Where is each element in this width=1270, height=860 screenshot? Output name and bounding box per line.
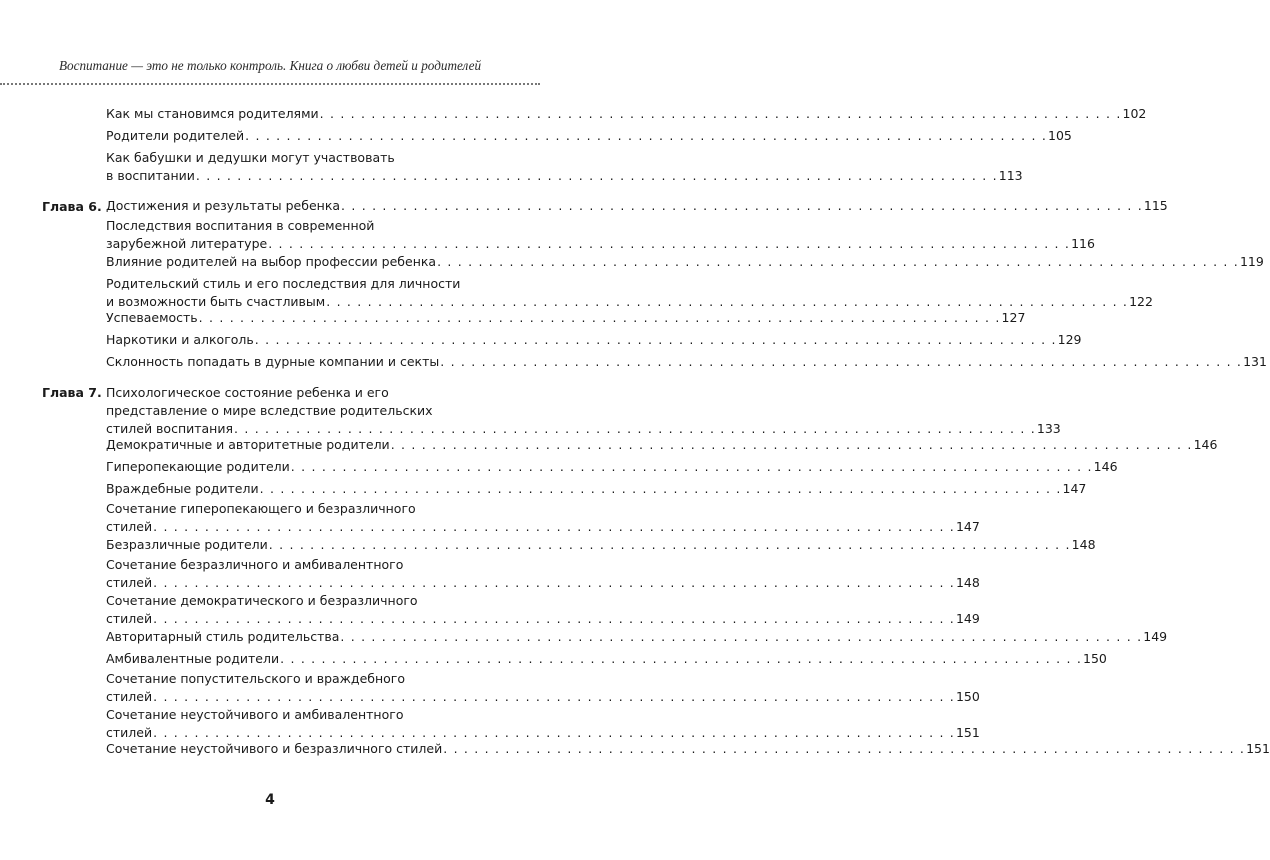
toc-entry-title: Сочетание демократического и безразличного xyxy=(106,593,418,608)
toc-page-number: 150 xyxy=(955,689,980,704)
toc-entry[interactable] xyxy=(106,217,1095,253)
toc-entry-title: Наркотики и алкоголь xyxy=(106,332,254,347)
toc-entry[interactable] xyxy=(106,331,1082,349)
toc-entry[interactable] xyxy=(106,253,1264,271)
dot-leader: . . . . . . . . . . . . . . . . . . . . . . . . . . . . . . . . . . . . . . . . . . . . . . . . . . . . . . . . . . . . . . . . . . . . . . . . . . . . . . xyxy=(198,310,1001,325)
toc-entry-title: Влияние родителей на выбор профессии ребенка xyxy=(106,254,437,269)
chapter-label: Глава 6. xyxy=(42,199,102,214)
toc-entry-title: Сочетание неустойчивого и безразличного стилей xyxy=(106,741,443,756)
toc-entry[interactable] xyxy=(106,650,1107,668)
toc-entry-title: Сочетание гиперопекающего и безразличного xyxy=(106,501,416,516)
toc-entry-title: стилей xyxy=(106,575,153,590)
dot-leader: . . . . . . . . . . . . . . . . . . . . . . . . . . . . . . . . . . . . . . . . . . . . . . . . . . . . . . . . . . . . . . . . . . . . . . . . . . . . . . xyxy=(290,459,1093,474)
running-header xyxy=(0,0,540,90)
toc-page-number: 146 xyxy=(1193,437,1218,452)
dot-leader: . . . . . . . . . . . . . . . . . . . . . . . . . . . . . . . . . . . . . . . . . . . . . . . . . . . . . . . . . . . . . . . . . . . . . . . . . . . . . . xyxy=(153,689,955,704)
toc-entry-title: стилей xyxy=(106,689,153,704)
toc-entry[interactable] xyxy=(106,556,980,592)
dot-leader: . . . . . . . . . . . . . . . . . . . . . . . . . . . . . . . . . . . . . . . . . . . . . . . . . . . . . . . . . . . . . . . . . . . . . . . . . . . . . . xyxy=(440,354,1243,369)
toc-entry-title: Психологическое состояние ребенка и его xyxy=(106,385,389,400)
toc-entry-title: стилей xyxy=(106,725,153,740)
toc-page-number: 150 xyxy=(1083,651,1107,666)
toc-entry[interactable] xyxy=(106,275,1153,311)
toc-entry-title: Демократичные и авторитетные родители xyxy=(106,437,390,452)
toc-entry[interactable] xyxy=(106,127,1072,145)
toc-page-number: 147 xyxy=(955,519,980,534)
toc-entry-title: Авторитарный стиль родительства xyxy=(106,629,340,644)
page-number: 4 xyxy=(265,792,275,808)
toc-entry[interactable] xyxy=(106,592,980,628)
dot-leader: . . . . . . . . . . . . . . . . . . . . . . . . . . . . . . . . . . . . . . . . . . . . . . . . . . . . . . . . . . . . . . . . . . . . . . . . . . . . . . xyxy=(326,294,1129,309)
toc-entry[interactable] xyxy=(106,480,1087,498)
header-dotted-rule xyxy=(0,83,540,85)
toc-entry-title: стилей xyxy=(106,611,153,626)
dot-leader: . . . . . . . . . . . . . . . . . . . . . . . . . . . . . . . . . . . . . . . . . . . . . . . . . . . . . . . . . . . . . . . . . . . . . . . . . . . . . . xyxy=(234,421,1036,436)
toc-page-number: 102 xyxy=(1122,106,1147,121)
toc-entry-title: Успеваемость xyxy=(106,310,198,325)
toc-entry-title: Склонность попадать в дурные компании и секты xyxy=(106,354,440,369)
toc-page-number: 131 xyxy=(1243,354,1267,369)
toc-entry[interactable] xyxy=(106,458,1118,476)
toc-page-number: 149 xyxy=(1143,629,1168,644)
chapter-label: Глава 7. xyxy=(42,385,102,400)
toc-page-number: 129 xyxy=(1057,332,1082,347)
toc-page-number: 133 xyxy=(1036,421,1061,436)
toc-entry-title: стилей воспитания xyxy=(106,421,233,436)
toc-entry-title: стилей xyxy=(106,519,153,534)
toc-entry[interactable] xyxy=(106,353,1267,371)
toc-entry[interactable] xyxy=(106,105,1147,123)
toc-entry-title: в воспитании xyxy=(106,168,195,183)
dot-leader: . . . . . . . . . . . . . . . . . . . . . . . . . . . . . . . . . . . . . . . . . . . . . . . . . . . . . . . . . . . . . . . . . . . . . . . . . . . . . . xyxy=(245,128,1048,143)
toc-entry-title: Достижения и результаты ребенка xyxy=(106,198,341,213)
toc-page-number: 148 xyxy=(1071,537,1096,552)
toc-page-number: 113 xyxy=(998,168,1023,183)
toc-page-number: 105 xyxy=(1048,128,1072,143)
toc-page-number: 127 xyxy=(1001,310,1026,325)
toc-page-number: 149 xyxy=(955,611,980,626)
toc-page-number: 119 xyxy=(1239,254,1264,269)
running-header-title: Воспитание — это не только контроль. Книга о любви детей и родителей xyxy=(58,58,482,73)
toc-page-number: 148 xyxy=(955,575,980,590)
toc-entry[interactable] xyxy=(106,149,1023,185)
toc-page-number: 146 xyxy=(1093,459,1118,474)
dot-leader: . . . . . . . . . . . . . . . . . . . . . . . . . . . . . . . . . . . . . . . . . . . . . . . . . . . . . . . . . . . . . . . . . . . . . . . . . . . . . . xyxy=(153,519,955,534)
toc-page-number: 147 xyxy=(1062,481,1087,496)
toc-entry-title: и возможности быть счастливым xyxy=(106,294,326,309)
toc-entry-title: Как мы становимся родителями xyxy=(106,106,319,121)
dot-leader: . . . . . . . . . . . . . . . . . . . . . . . . . . . . . . . . . . . . . . . . . . . . . . . . . . . . . . . . . . . . . . . . . . . . . . . . . . . . . . xyxy=(153,575,955,590)
toc-entry-title: Сочетание безразличного и амбивалентного xyxy=(106,557,404,572)
toc-page-number: 116 xyxy=(1071,236,1095,251)
toc-entry-title: Как бабушки и дедушки могут участвовать xyxy=(106,150,395,165)
toc-entry[interactable] xyxy=(106,628,1168,646)
dot-leader: . . . . . . . . . . . . . . . . . . . . . . . . . . . . . . . . . . . . . . . . . . . . . . . . . . . . . . . . . . . . . . . . . . . . . . . . . . . . . . xyxy=(319,106,1122,121)
toc-page-number: 122 xyxy=(1129,294,1153,309)
toc-entry[interactable] xyxy=(106,740,1270,758)
toc-entry-title: Безразличные родители xyxy=(106,537,268,552)
toc-page-number: 151 xyxy=(955,725,980,740)
toc-entry-title: представление о мире вследствие родительских xyxy=(106,403,433,418)
toc-page-number: 151 xyxy=(1246,741,1270,756)
dot-leader: . . . . . . . . . . . . . . . . . . . . . . . . . . . . . . . . . . . . . . . . . . . . . . . . . . . . . . . . . . . . . . . . . . . . . . . . . . . . . . xyxy=(437,254,1239,269)
toc-entry-title: Сочетание попустительского и враждебного xyxy=(106,671,406,686)
dot-leader: . . . . . . . . . . . . . . . . . . . . . . . . . . . . . . . . . . . . . . . . . . . . . . . . . . . . . . . . . . . . . . . . . . . . . . . . . . . . . . xyxy=(280,651,1082,666)
toc-entry[interactable] xyxy=(106,436,1218,454)
toc-entry-title: Родители родителей xyxy=(106,128,245,143)
dot-leader: . . . . . . . . . . . . . . . . . . . . . . . . . . . . . . . . . . . . . . . . . . . . . . . . . . . . . . . . . . . . . . . . . . . . . . . . . . . . . . xyxy=(340,629,1143,644)
dot-leader: . . . . . . . . . . . . . . . . . . . . . . . . . . . . . . . . . . . . . . . . . . . . . . . . . . . . . . . . . . . . . . . . . . . . . . . . . . . . . . xyxy=(268,537,1071,552)
toc-entry-title: Родительский стиль и его последствия для личности xyxy=(106,276,461,291)
dot-leader: . . . . . . . . . . . . . . . . . . . . . . . . . . . . . . . . . . . . . . . . . . . . . . . . . . . . . . . . . . . . . . . . . . . . . . . . . . . . . . xyxy=(390,437,1193,452)
dot-leader: . . . . . . . . . . . . . . . . . . . . . . . . . . . . . . . . . . . . . . . . . . . . . . . . . . . . . . . . . . . . . . . . . . . . . . . . . . . . . . xyxy=(254,332,1057,347)
toc-page-number: 115 xyxy=(1143,198,1168,213)
dot-leader: . . . . . . . . . . . . . . . . . . . . . . . . . . . . . . . . . . . . . . . . . . . . . . . . . . . . . . . . . . . . . . . . . . . . . . . . . . . . . . xyxy=(153,611,955,626)
dot-leader: . . . . . . . . . . . . . . . . . . . . . . . . . . . . . . . . . . . . . . . . . . . . . . . . . . . . . . . . . . . . . . . . . . . . . . . . . . . . . . xyxy=(195,168,998,183)
toc-entry-title: зарубежной литературе xyxy=(106,236,268,251)
dot-leader: . . . . . . . . . . . . . . . . . . . . . . . . . . . . . . . . . . . . . . . . . . . . . . . . . . . . . . . . . . . . . . . . . . . . . . . . . . . . . . xyxy=(259,481,1062,496)
toc-entry-title: Сочетание неустойчивого и амбивалентного xyxy=(106,707,404,722)
toc-entry[interactable] xyxy=(106,500,980,536)
dot-leader: . . . . . . . . . . . . . . . . . . . . . . . . . . . . . . . . . . . . . . . . . . . . . . . . . . . . . . . . . . . . . . . . . . . . . . . . . . . . . . xyxy=(268,236,1071,251)
toc-entry[interactable] xyxy=(106,197,1168,215)
dot-leader: . . . . . . . . . . . . . . . . . . . . . . . . . . . . . . . . . . . . . . . . . . . . . . . . . . . . . . . . . . . . . . . . . . . . . . . . . . . . . . xyxy=(443,741,1246,756)
toc-entry[interactable] xyxy=(106,670,980,706)
dot-leader: . . . . . . . . . . . . . . . . . . . . . . . . . . . . . . . . . . . . . . . . . . . . . . . . . . . . . . . . . . . . . . . . . . . . . . . . . . . . . . xyxy=(341,198,1143,213)
toc-entry-title: Последствия воспитания в современной xyxy=(106,218,375,233)
toc-entry-title: Амбивалентные родители xyxy=(106,651,280,666)
toc-entry-title: Враждебные родители xyxy=(106,481,259,496)
toc-entry[interactable] xyxy=(106,309,1026,327)
dot-leader: . . . . . . . . . . . . . . . . . . . . . . . . . . . . . . . . . . . . . . . . . . . . . . . . . . . . . . . . . . . . . . . . . . . . . . . . . . . . . . xyxy=(153,725,955,740)
toc-entry[interactable] xyxy=(106,536,1096,554)
toc-entry[interactable] xyxy=(106,706,980,742)
toc-entry-title: Гиперопекающие родители xyxy=(106,459,290,474)
toc-entry[interactable] xyxy=(106,384,1061,438)
